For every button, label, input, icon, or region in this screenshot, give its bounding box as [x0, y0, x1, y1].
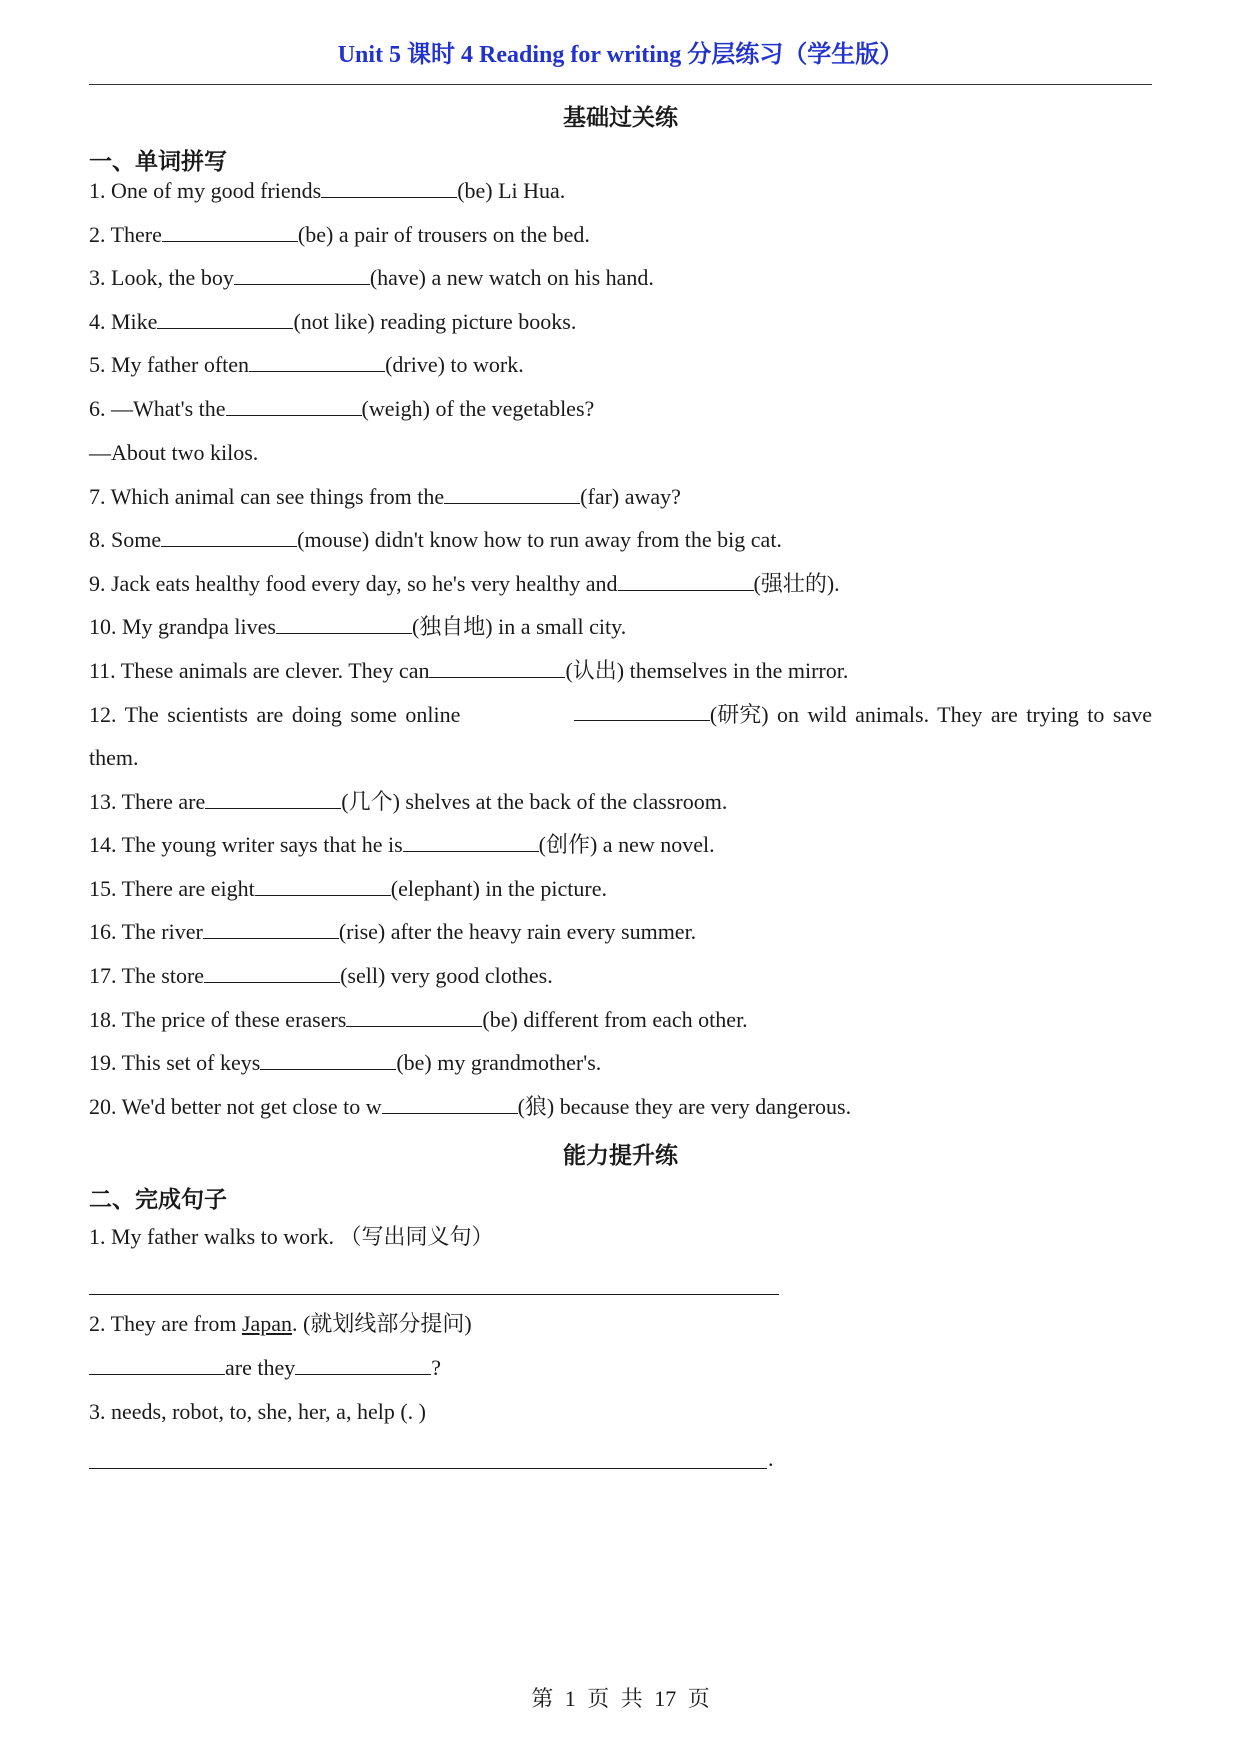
question-text: 15. There are eight [89, 876, 255, 901]
question-text: (mouse) didn't know how to run away from the big cat. [297, 527, 782, 552]
answer-blank[interactable] [226, 395, 362, 416]
question-text: (drive) to work. [385, 352, 524, 377]
question-text: (sell) very good clothes. [340, 963, 553, 988]
question-line [89, 1005, 1152, 1035]
question-text: 4. Mike [89, 309, 158, 334]
question-text: 9. Jack eats healthy food every day, so he's very healthy and [89, 571, 618, 596]
question-text: (rise) after the heavy rain every summer. [338, 919, 697, 944]
question-text: 3. Look, the boy [89, 265, 234, 290]
answer-blank[interactable] [157, 308, 293, 329]
question-line [89, 612, 1152, 642]
answer-blank[interactable] [204, 962, 340, 983]
answer-text: ? [431, 1355, 441, 1380]
answer-blank[interactable] [403, 831, 539, 852]
document-title: Unit 5 课时 4 Reading for writing 分层练习（学生版） [337, 42, 904, 68]
question-line [89, 569, 1152, 599]
page-number: 第 1 页 共 17 页 [531, 1686, 710, 1711]
question-text: (elephant) in the picture. [390, 876, 607, 901]
question-line [89, 917, 1152, 947]
question-line [89, 176, 1152, 206]
question-line [89, 350, 1152, 380]
question-line [89, 482, 1152, 512]
question-text: 2. They are from [89, 1311, 242, 1336]
section-title-basic: 基础过关练 [563, 105, 678, 130]
question-text: (几个) shelves at the back of the classroom. [341, 789, 728, 814]
question-text: (创作) a new novel. [538, 832, 715, 857]
question-text: 11. These animals are clever. They can [89, 658, 430, 683]
question-line [89, 787, 1152, 817]
part-two-heading: 二、完成句子 [89, 1187, 227, 1212]
question-text: 12. The scientists are doing some online [89, 702, 461, 727]
answer-blank[interactable] [618, 570, 754, 591]
answer-blank[interactable] [276, 613, 412, 634]
answer-blank[interactable] [346, 1006, 482, 1027]
header-divider [89, 84, 1152, 85]
question-text: (have) a new watch on his hand. [369, 265, 654, 290]
answer-blank[interactable] [205, 788, 341, 809]
question-text: —About two kilos. [89, 440, 259, 465]
question-text: (be) my grandmother's. [396, 1050, 602, 1075]
question-text: (be) a pair of trousers on the bed. [297, 222, 590, 247]
answer-blank[interactable] [249, 351, 385, 372]
question-line [89, 961, 1152, 991]
question-text: 13. There are [89, 789, 206, 814]
question-line [89, 394, 1152, 424]
question-line [89, 656, 1152, 686]
question-text: them. [89, 745, 139, 770]
question-text: (weigh) of the vegetables? [361, 396, 595, 421]
question-line [89, 438, 1152, 468]
question-text: . (就划线部分提问) [292, 1311, 472, 1336]
answer-blank[interactable] [321, 177, 457, 198]
question-text: (far) away? [580, 484, 681, 509]
question-line [89, 1309, 1152, 1339]
question-line [89, 525, 1152, 555]
answer-blank[interactable] [382, 1093, 518, 1114]
answer-blank[interactable] [234, 264, 370, 285]
answer-period: . [768, 1446, 774, 1471]
question-line [89, 263, 1152, 293]
answer-line-row [89, 1353, 1152, 1383]
answer-line[interactable] [89, 1468, 767, 1469]
answer-blank[interactable] [295, 1354, 431, 1375]
question-text: 2. There [89, 222, 162, 247]
question-text: 14. The young writer says that he is [89, 832, 403, 857]
question-line [89, 1092, 1152, 1122]
answer-blank[interactable] [574, 700, 710, 721]
question-text: 10. My grandpa lives [89, 614, 276, 639]
question-line [89, 307, 1152, 337]
question-line [89, 700, 1152, 730]
question-text: (狼) because they are very dangerous. [517, 1094, 852, 1119]
question-line [89, 874, 1152, 904]
question-text: 6. —What's the [89, 396, 226, 421]
answer-blank[interactable] [161, 526, 297, 547]
question-text: 16. The river [89, 919, 203, 944]
underlined-word: Japan [241, 1311, 293, 1336]
question-text: (研究) on wild animals. They are trying to save [709, 702, 1152, 727]
answer-text: are they [225, 1355, 296, 1380]
question-text: (独自地) in a small city. [411, 614, 627, 639]
question-text: (not like) reading picture books. [293, 309, 577, 334]
question-text: (be) different from each other. [482, 1007, 748, 1032]
answer-blank[interactable] [429, 657, 565, 678]
answer-line[interactable] [89, 1294, 779, 1295]
question-text: 7. Which animal can see things from the [89, 484, 445, 509]
question-line: 3. needs, robot, to, she, her, a, help (. ) [89, 1399, 426, 1424]
question-text: 8. Some [89, 527, 162, 552]
question-line [89, 830, 1152, 860]
question-text: 17. The store [89, 963, 205, 988]
question-text: 5. My father often [89, 352, 250, 377]
question-text: (认出) themselves in the mirror. [565, 658, 849, 683]
question-text: 20. We'd better not get close to w [89, 1094, 382, 1119]
question-line [89, 1048, 1152, 1078]
answer-blank[interactable] [162, 221, 298, 242]
question-text: (强壮的). [753, 571, 840, 596]
answer-blank[interactable] [260, 1049, 396, 1070]
question-text: 1. One of my good friends [89, 178, 322, 203]
answer-blank[interactable] [255, 875, 391, 896]
question-line [89, 220, 1152, 250]
question-line: 1. My father walks to work. （写出同义句） [89, 1224, 494, 1249]
answer-blank[interactable] [89, 1354, 225, 1375]
question-text: 19. This set of keys [89, 1050, 261, 1075]
question-text: (be) Li Hua. [457, 178, 566, 203]
answer-blank[interactable] [203, 918, 339, 939]
part-one-heading: 一、单词拼写 [89, 149, 227, 174]
section-title-advanced: 能力提升练 [563, 1143, 678, 1168]
question-text: 18. The price of these erasers [89, 1007, 347, 1032]
answer-blank[interactable] [444, 483, 580, 504]
question-line [89, 743, 1152, 773]
